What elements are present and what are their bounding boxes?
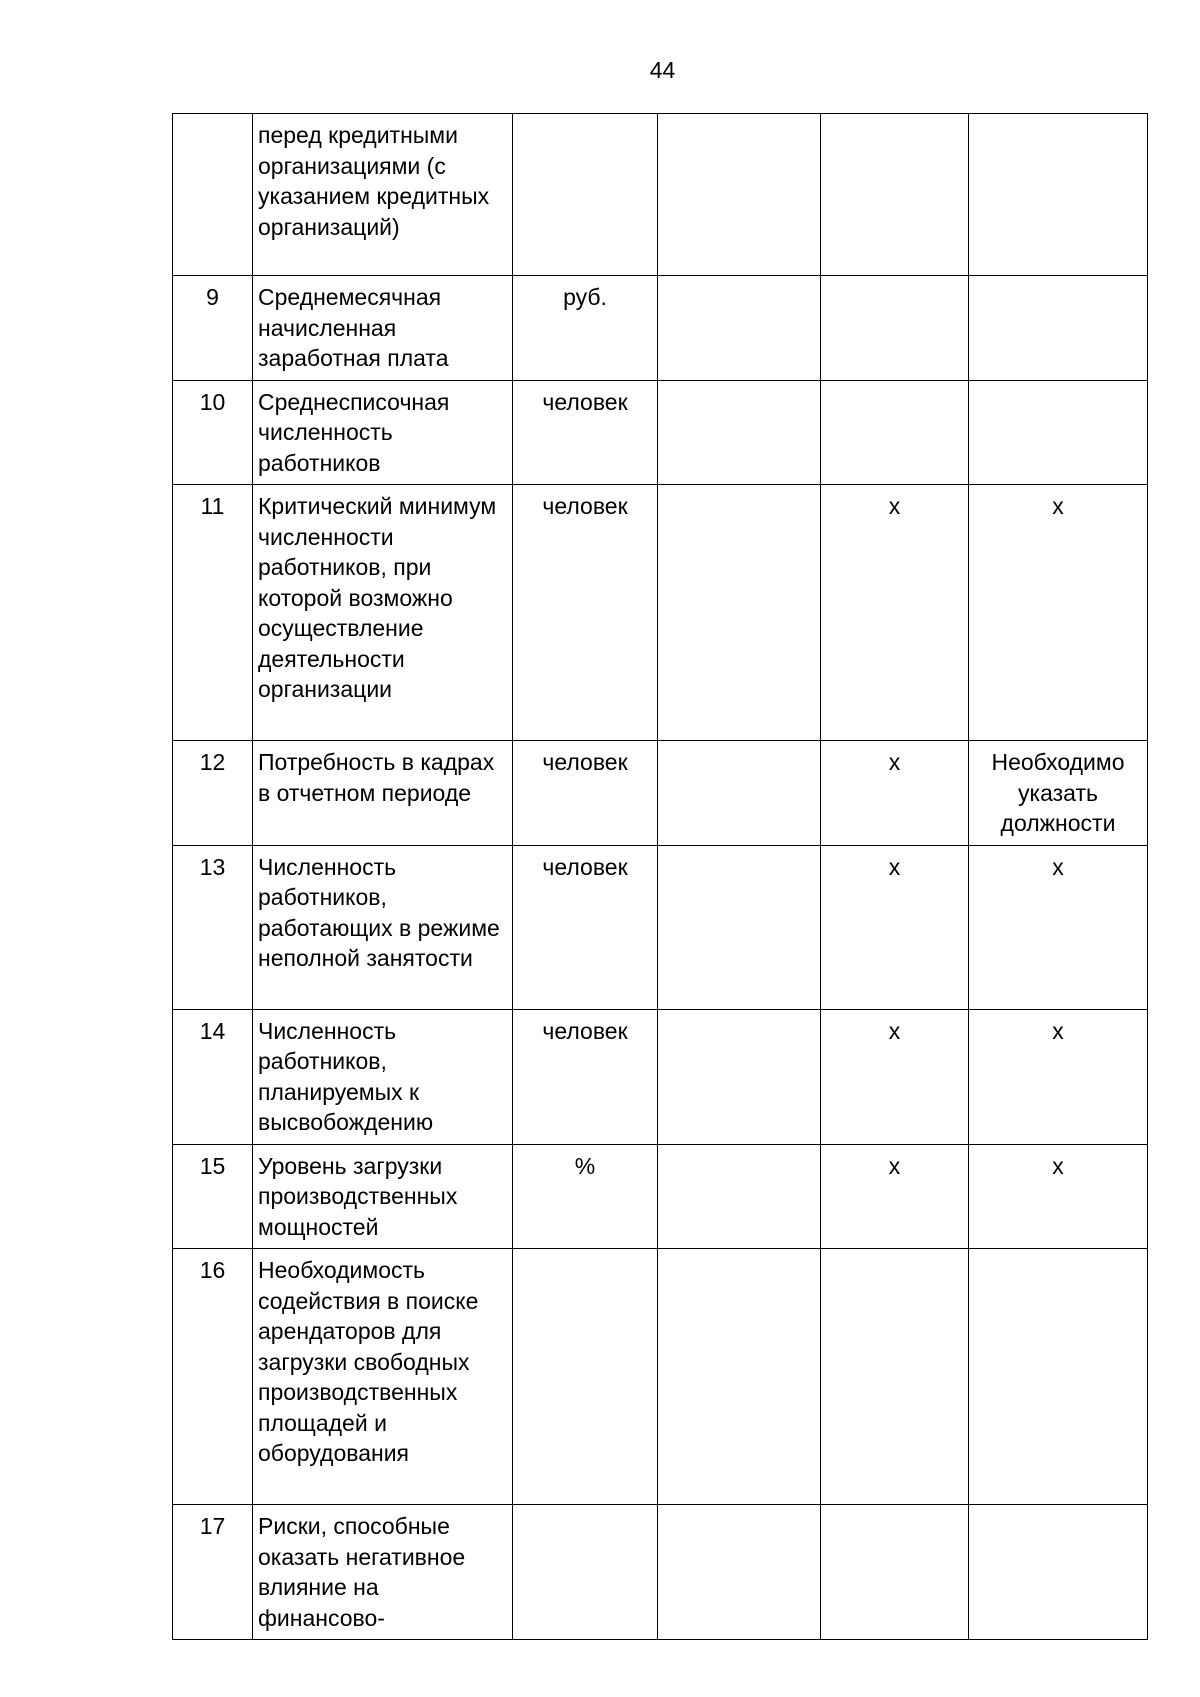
value-cell-3 bbox=[969, 1505, 1148, 1640]
value-cell-2: x bbox=[821, 741, 969, 846]
row-number: 10 bbox=[173, 380, 253, 485]
indicator-name: Уровень загрузки производственных мощностей bbox=[253, 1144, 513, 1249]
value-cell-3 bbox=[969, 380, 1148, 485]
page-number: 44 bbox=[649, 57, 676, 83]
indicator-name: Численность работников, работающих в режиме неполной занятости bbox=[253, 845, 513, 1009]
row-number: 11 bbox=[173, 485, 253, 741]
row-number: 13 bbox=[173, 845, 253, 1009]
unit-cell bbox=[513, 114, 658, 276]
row-number: 14 bbox=[173, 1009, 253, 1144]
value-cell-1 bbox=[658, 1009, 821, 1144]
indicator-name: Численность работников, планируемых к высвобождению bbox=[253, 1009, 513, 1144]
value-cell-3: x bbox=[969, 485, 1148, 741]
value-cell-2: x bbox=[821, 1009, 969, 1144]
row-number: 15 bbox=[173, 1144, 253, 1249]
unit-cell: человек bbox=[513, 1009, 658, 1144]
value-cell-1 bbox=[658, 380, 821, 485]
value-cell-1 bbox=[658, 1144, 821, 1249]
value-cell-1 bbox=[658, 114, 821, 276]
unit-cell: человек bbox=[513, 485, 658, 741]
indicators-table bbox=[172, 113, 1148, 1640]
unit-cell bbox=[513, 1505, 658, 1640]
row-number: 16 bbox=[173, 1249, 253, 1505]
value-cell-2: x bbox=[821, 485, 969, 741]
value-cell-2 bbox=[821, 276, 969, 381]
value-cell-1 bbox=[658, 845, 821, 1009]
value-cell-2: x bbox=[821, 845, 969, 1009]
indicator-name: Среднемесячная начисленная заработная плата bbox=[253, 276, 513, 381]
value-cell-2: x bbox=[821, 1144, 969, 1249]
table-row bbox=[173, 1505, 1148, 1640]
value-cell-3 bbox=[969, 114, 1148, 276]
unit-cell: человек bbox=[513, 845, 658, 1009]
row-number: 17 bbox=[173, 1505, 253, 1640]
value-cell-3 bbox=[969, 1249, 1148, 1505]
row-number: 9 bbox=[173, 276, 253, 381]
value-cell-1 bbox=[658, 485, 821, 741]
indicator-name: Риски, способные оказать негативное влияние на финансово- bbox=[253, 1505, 513, 1640]
table-row bbox=[173, 1249, 1148, 1505]
value-cell-1 bbox=[658, 741, 821, 846]
table-row bbox=[173, 276, 1148, 381]
value-cell-2 bbox=[821, 1249, 969, 1505]
row-number: 12 bbox=[173, 741, 253, 846]
value-cell-2 bbox=[821, 380, 969, 485]
indicator-name: Необходимость содействия в поиске арендаторов для загрузки свободных производственных площадей и оборудования bbox=[253, 1249, 513, 1505]
unit-cell: человек bbox=[513, 741, 658, 846]
unit-cell: человек bbox=[513, 380, 658, 485]
value-cell-1 bbox=[658, 1505, 821, 1640]
value-cell-3: x bbox=[969, 1009, 1148, 1144]
unit-cell bbox=[513, 1249, 658, 1505]
indicator-name: Критический минимум численности работников, при которой возможно осуществление деятельности организации bbox=[253, 485, 513, 741]
table-row bbox=[173, 741, 1148, 846]
indicator-name: Среднесписочная численность работников bbox=[253, 380, 513, 485]
table-row bbox=[173, 1144, 1148, 1249]
value-cell-2 bbox=[821, 1505, 969, 1640]
table-row bbox=[173, 114, 1148, 276]
table-row bbox=[173, 1009, 1148, 1144]
unit-cell: руб. bbox=[513, 276, 658, 381]
value-cell-3: x bbox=[969, 1144, 1148, 1249]
value-cell-3: x bbox=[969, 845, 1148, 1009]
value-cell-1 bbox=[658, 1249, 821, 1505]
value-cell-2 bbox=[821, 114, 969, 276]
value-cell-1 bbox=[658, 276, 821, 381]
indicator-name: перед кредитными организациями (с указанием кредитных организаций) bbox=[253, 114, 513, 276]
value-cell-3 bbox=[969, 276, 1148, 381]
unit-cell: % bbox=[513, 1144, 658, 1249]
table-row bbox=[173, 845, 1148, 1009]
value-cell-3: Необходимо указать должности bbox=[969, 741, 1148, 846]
table-row bbox=[173, 380, 1148, 485]
row-number bbox=[173, 114, 253, 276]
indicator-name: Потребность в кадрах в отчетном периоде bbox=[253, 741, 513, 846]
table-row bbox=[173, 485, 1148, 741]
